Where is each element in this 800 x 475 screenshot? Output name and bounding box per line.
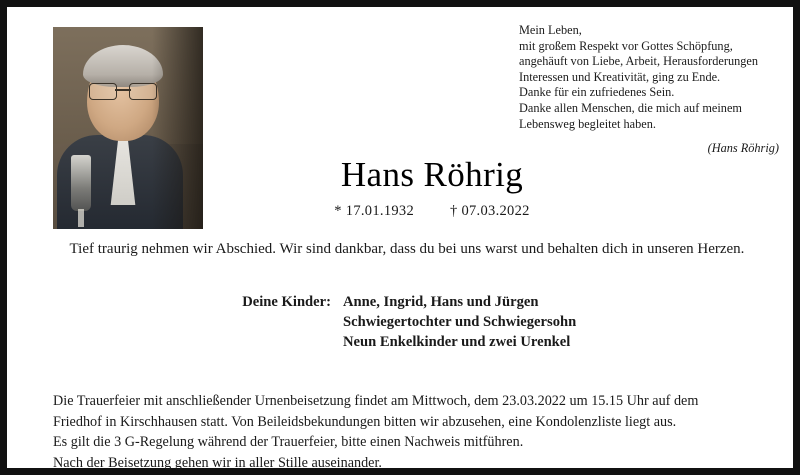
quote-line: Danke für ein zufriedenes Sein. [519,85,675,100]
family-label: Deine Kinder: [242,294,331,310]
family-spacer [171,332,343,352]
family-grandchildren: Neun Enkelkinder und zwei Urenkel [343,334,571,350]
family-children: Anne, Ingrid, Hans und Jürgen [343,294,539,310]
family-row [51,292,763,312]
quote-line: mit großem Respekt vor Gottes Schöpfung, [519,38,733,53]
quote-line: Interessen und Kreativität, ging zu Ende. [519,69,721,84]
photo-shadow [152,27,203,229]
quote-author: (Hans Röhrig) [707,141,779,156]
quote-line: Lebensweg begleitet haben. [519,116,656,131]
family-in-laws: Schwiegertochter und Schwiegersohn [343,314,577,330]
birth-date: * 17.01.1932 [334,203,415,219]
family-row [51,332,763,352]
quote-line: Danke allen Menschen, die mich auf meinem [519,100,742,115]
portrait-photo [53,27,203,229]
funeral-line: Die Trauerfeier mit anschließender Urnenbeisetzung findet am Mittwoch, dem 23.03.2022 um 15.15 Uhr auf dem [53,393,699,409]
photo-glasses-lens-left [89,83,117,100]
funeral-line: Nach der Beisetzung gehen wir in aller Stille auseinander. [53,454,382,471]
quote-line: Mein Leben, [519,23,582,37]
death-date: † 07.03.2022 [449,203,530,219]
deceased-name: Hans Röhrig [340,155,524,194]
quote-line: angehäuft von Liebe, Arbeit, Herausforderungen [519,54,759,69]
photo-glass-stem [78,209,84,227]
family-block [51,292,763,352]
life-dates [222,203,642,220]
memorial-quote [519,23,787,157]
funeral-details [53,391,763,473]
family-row [51,312,763,332]
photo-glasses [89,83,157,99]
obituary-content [7,7,793,471]
photo-glasses-bridge [115,89,131,91]
family-spacer [171,312,343,332]
funeral-line: Es gilt die 3 G-Regelung während der Trauerfeier, bitte einen Nachweis mitführen. [53,434,524,450]
funeral-line: Friedhof in Kirschhausen statt. Von Beileidsbekundungen bitten wir abzusehen, eine Kondolenzliste liegt aus. [53,413,677,430]
mourning-message: Tief traurig nehmen wir Abschied. Wir sind dankbar, dass du bei uns warst und behalten dich in unseren Herzen. [69,241,745,257]
photo-glass-object [71,155,91,211]
